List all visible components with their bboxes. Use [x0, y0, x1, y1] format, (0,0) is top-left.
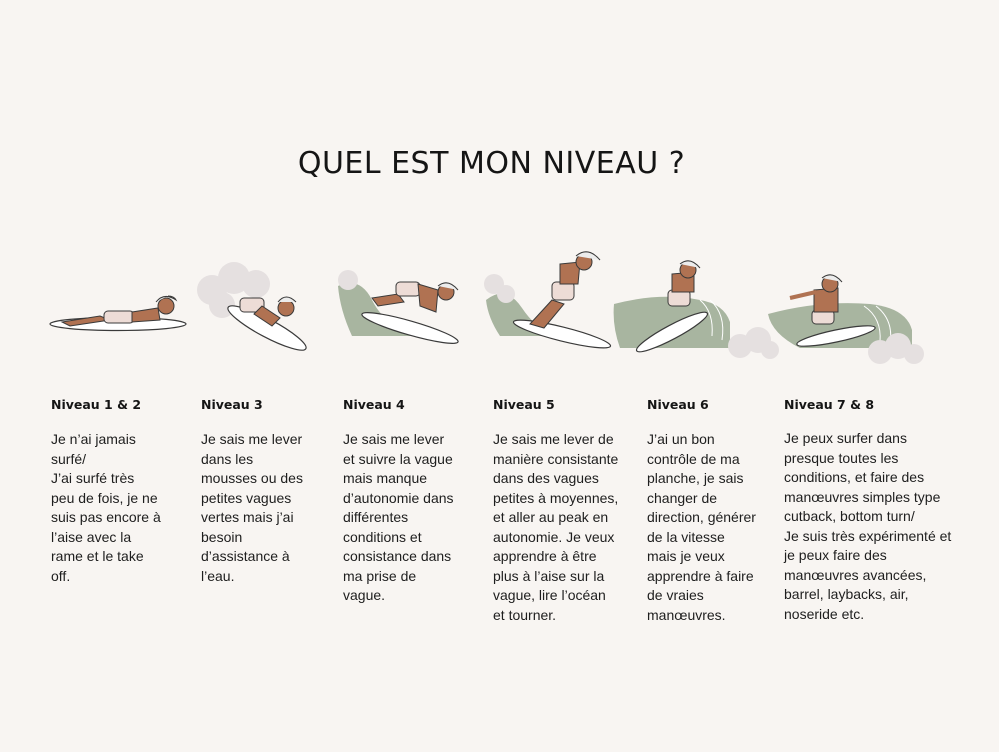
level-name: Niveau 4 [343, 397, 405, 412]
surfer-progression-illustration [0, 248, 999, 378]
surfer-standing-illustration [484, 252, 612, 353]
level-description: Je n’ai jamais surfé/ J’ai surfé très peu de fois, je ne suis pas encore à l’aise avec la rame et le take off. [51, 431, 161, 584]
level-4-column [343, 397, 473, 606]
surfer-foam-illustration [197, 262, 310, 357]
level-7-8-column [784, 397, 969, 624]
level-name: Niveau 5 [493, 397, 555, 412]
page-title: QUEL EST MON NIVEAU ? [297, 146, 686, 181]
level-name: Niveau 6 [647, 397, 709, 412]
level-name: Niveau 1 & 2 [51, 397, 142, 412]
level-name: Niveau 7 & 8 [784, 397, 875, 412]
level-1-2-column [51, 397, 176, 586]
level-5-column [493, 397, 628, 625]
surfer-advanced-illustration [768, 275, 924, 364]
level-description: Je sais me lever et suivre la vague mais manque d’autonomie dans différentes conditions et consistance dans ma prise de vague. [343, 431, 454, 603]
surfer-crouch-illustration [338, 270, 460, 349]
level-description: Je sais me lever dans les mousses ou des petites vagues vertes mais j’ai besoin d’assistance à l’eau. [201, 431, 303, 584]
level-name: Niveau 3 [201, 397, 263, 412]
level-description: Je peux surfer dans presque toutes les conditions, et faire des manœuvres simples type cutback, bottom turn/ Je suis très expérimenté et je peux faire des manœuvres avancées, barrel, laybacks, air, noseride etc. [784, 430, 952, 622]
level-description: J’ai un bon contrôle de ma planche, je sais changer de direction, générer de la vitesse mais je veux apprendre à faire de vraies manœuvres. [647, 431, 756, 623]
level-description: Je sais me lever de manière consistante dans des vagues petites à moyennes, et aller au peak en autonomie. Je veux apprendre à être plus à l’aise sur la vague, lire l’océan et tourner. [493, 431, 619, 623]
level-6-column [647, 397, 767, 625]
level-3-column [201, 397, 321, 586]
surfer-wave-illustration [614, 261, 779, 359]
surfer-prone-illustration [50, 296, 186, 331]
